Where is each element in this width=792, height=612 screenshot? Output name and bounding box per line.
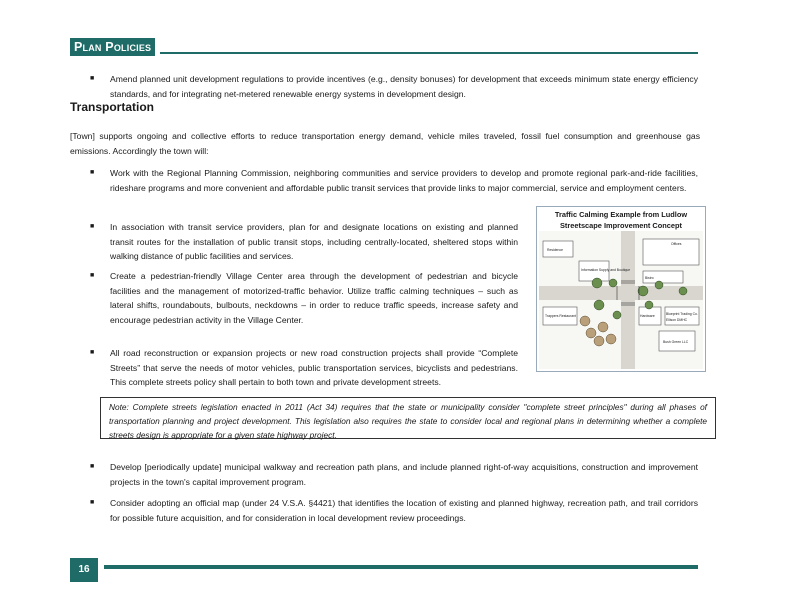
bullet-text: Consider adopting an official map (under 24 V.S.A. §4421) that identifies the location of existing and planned highway, recreation path, and trail corridors for possible future acquisition, and for consideration in local development review proceedings. [110, 498, 698, 523]
bullet-icon: ■ [90, 272, 95, 279]
bullet-icon: ■ [90, 169, 95, 176]
label-hardware: Hardware [640, 314, 655, 318]
bullet-text: Work with the Regional Planning Commission, neighboring communities and service providers to develop and promote regional park-and-ride facilities, rideshare programs and more convenient and affordable public transit services that provide links to major commercial, service and employment centers. [110, 168, 698, 193]
section-header: Plan Policies [70, 38, 155, 56]
bullet-icon: ■ [90, 223, 95, 230]
label-info: Information Supply and Boutique [581, 268, 631, 272]
label-bush: Bush Green LLC [663, 340, 689, 344]
bullet-icon: ■ [90, 463, 95, 470]
figure-caption-line1: Traffic Calming Example from Ludlow [554, 210, 688, 219]
label-residence: Residence [547, 248, 564, 252]
bullet-icon: ■ [90, 499, 95, 506]
bullet-text-wrap [110, 346, 518, 390]
section-title: Transportation [70, 100, 155, 114]
figure-caption-line2: Streetscape Improvement Concept [560, 221, 682, 230]
bullet-icon: ■ [90, 75, 95, 82]
label-bistro: Bistro [645, 276, 654, 280]
page-number: 16 [70, 558, 98, 582]
intro-bullet-text: Amend planned unit development regulations to provide incentives (e.g., density bonuses) for development that exceeds minimum state energy efficiency standards, and for integrating net-metered renewable energy systems in development design. [110, 74, 698, 99]
complete-streets-note: Note: Complete streets legislation enacted in 2011 (Act 34) requires that the state or municipality consider "complete street principles" during all phases of transportation planning and project development. This legislation also requires the state to consider local and regional plans in determining whether a complete streets design is appropriate for a given state highway project. [100, 397, 716, 439]
footer-rule [104, 565, 698, 569]
traffic-calming-figure [536, 206, 706, 372]
label-offices: Offices [671, 242, 682, 246]
figure-caption [537, 209, 705, 231]
section-intro: [Town] supports ongoing and collective efforts to reduce transportation energy demand, vehicle miles traveled, fossil fuel consumption and greenhouse gas emissions. Accordingly the town will: [70, 131, 700, 156]
bullet-text: In association with transit service providers, plan for and designate locations on existing and planned transit routes for the installation of public transit stops, including centrally-located, sheltered stops within walking distance of public facilities and services. [110, 222, 518, 261]
bullet-text: All road reconstruction or expansion projects or new road construction projects shall provide “Complete Streets” that serve the needs of motor vehicles, public transportation services, bicyclists and pedestrians. This complete streets policy shall pertain to both town and private development streets. [110, 348, 518, 387]
label-ellison: Ellison DMHC [666, 318, 688, 322]
label-trappers: Trappers Restaurant [545, 314, 576, 318]
bullet-icon: ■ [90, 349, 95, 356]
bullet-text: Develop [periodically update] municipal walkway and recreation path plans, and include planned right-of-way acquisitions, construction and improvement projects in the town's capital improvement program. [110, 462, 698, 487]
header-rule [160, 52, 698, 54]
streetscape-map [539, 231, 703, 369]
label-blueprint: Blueprint Trading Co. [666, 312, 698, 316]
bullet-text: Create a pedestrian-friendly Village Center area through the development of pedestrian and bicycle facilities and the management of motorized-traffic behavior. Utilize traffic calming techniques – such as lateral shifts, roundabouts, bulbouts, neckdowns – in order to reduce traffic speeds, increase safety and encourage pedestrian activity in the Village Center. [110, 271, 518, 325]
